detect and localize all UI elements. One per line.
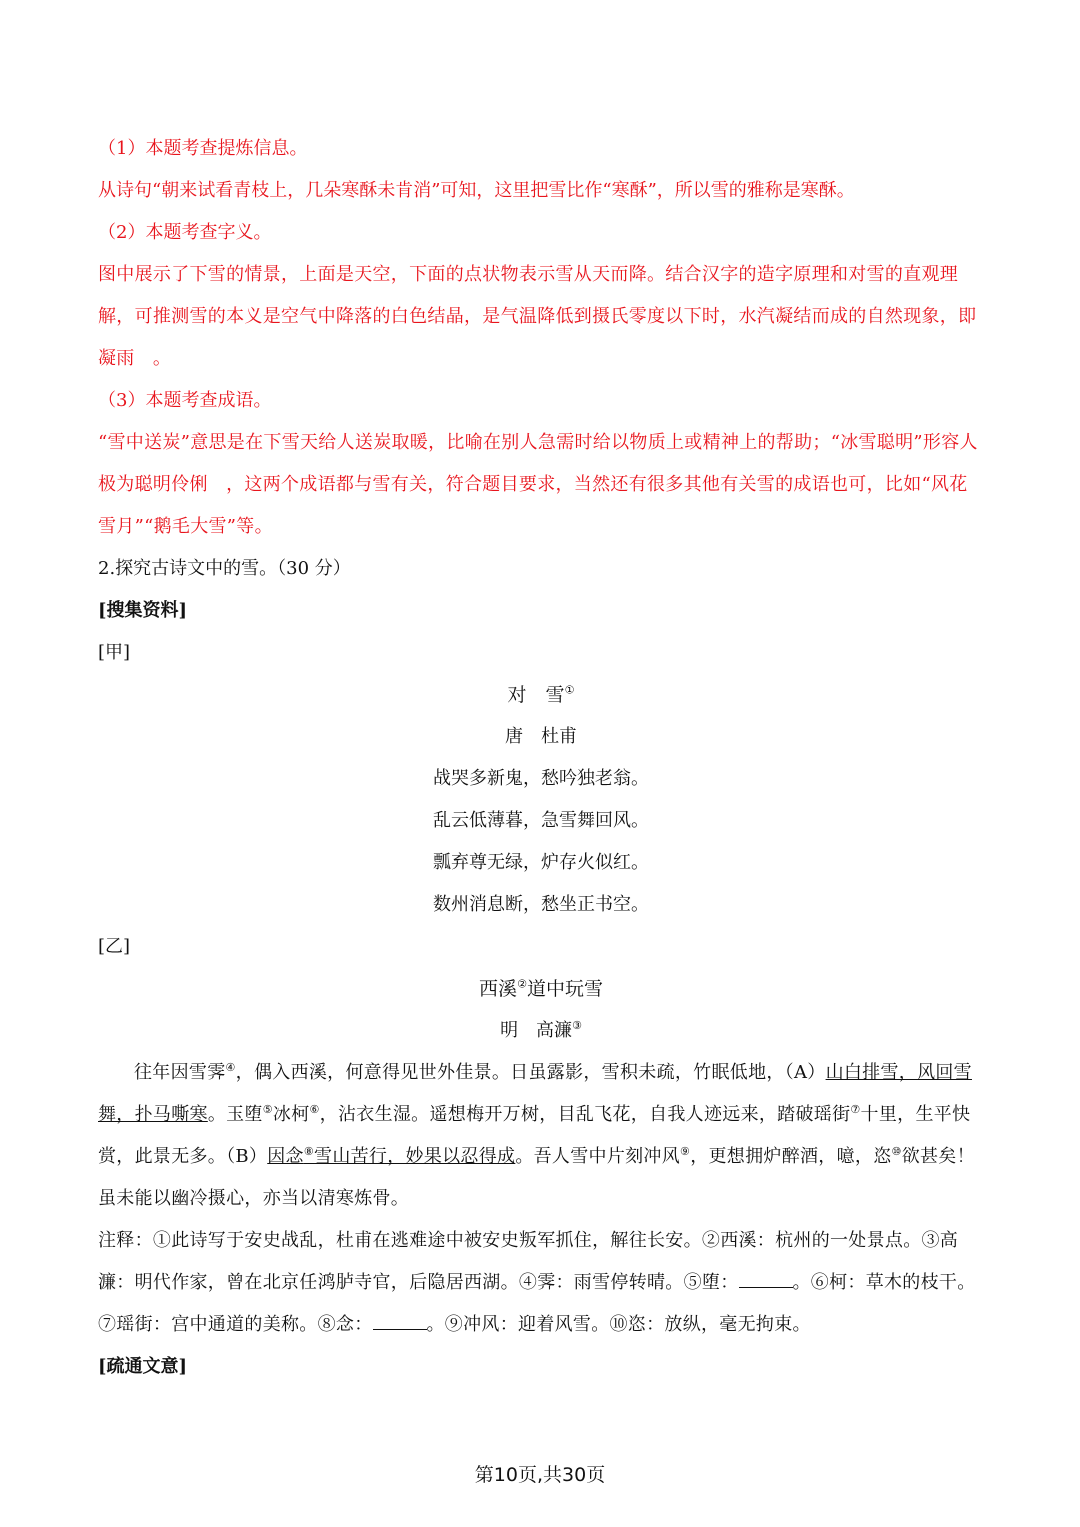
- poem1-author: 唐 杜甫: [505, 726, 577, 747]
- prose-text: 往年因雪霁: [134, 1062, 226, 1083]
- footnote-mark: ②: [517, 977, 527, 991]
- annotation-text: 注释：①此诗写于安史战乱，杜甫在逃难途中被安史叛军抓住，解往长安。②西溪：杭州的一处景点。③高濂：明代作家，曾在北京任鸿胪寺官，后隐居西湖。④霁：雨雪停转晴。⑤堕：: [98, 1230, 959, 1293]
- answer-3-heading: （3）本题考查成语。: [98, 390, 272, 411]
- poem1-title-text: 对 雪: [507, 684, 565, 706]
- annotation-text: 。⑨冲风：迎着风雪。⑩恣：放纵，毫无拘束。: [426, 1314, 811, 1335]
- underlined-sentence-b: [267, 1146, 515, 1167]
- footnote-mark: ⑦: [850, 1103, 861, 1116]
- annotation-text: 。⑥柯：草木的枝干。⑦瑶街：宫中通道的美称。⑧念：: [98, 1272, 976, 1335]
- prose-text: 欲甚矣！虽未能以幽冷摄心，亦当以清寒炼骨。: [98, 1146, 975, 1209]
- footnote-mark: ⑤: [262, 1103, 273, 1116]
- page-number: 第10页,共30页: [474, 1464, 606, 1486]
- label-yi: [乙]: [98, 936, 131, 957]
- prose-text: 因念: [267, 1146, 304, 1167]
- answer-3-body: “雪中送炭”意思是在下雪天给人送炭取暖，比喻在别人急需时给以物质上或精神上的帮助；“冰雪聪明”形容人极为聪明伶俐 ，这两个成语都与雪有关，符合题目要求，当然还有很多其他有关雪的成语也可，比如“风花雪月”“鹅毛大雪”等。: [98, 432, 978, 537]
- section-interpret: [疏通文意]: [98, 1356, 188, 1377]
- poem1-line: 瓢弃尊无绿，炉存火似红。: [433, 852, 649, 873]
- poem2-title-b: 道中玩雪: [526, 978, 603, 1000]
- poem2-title-a: 西溪: [479, 978, 518, 1000]
- fill-blank-8[interactable]: [373, 1315, 427, 1330]
- answer-1-body: 从诗句“朝来试看青枝上，几朵寒酥未肯消”可知，这里把雪比作“寒酥”，所以雪的雅称是寒酥。: [98, 180, 855, 201]
- answer-2-heading: （2）本题考查字义。: [98, 222, 272, 243]
- answer-1-heading: （1）本题考查提炼信息。: [98, 138, 308, 159]
- label-jia: [甲]: [98, 642, 131, 663]
- annotations: [98, 1220, 984, 1346]
- prose-text: ，更想拥炉醉酒，噫，恣: [690, 1146, 892, 1167]
- prose-text: 。玉堕: [207, 1104, 263, 1125]
- prose-text: 冰柯: [272, 1104, 310, 1125]
- fill-blank-5[interactable]: [739, 1273, 793, 1288]
- footnote-mark: ⑥: [309, 1103, 320, 1116]
- footnote-mark: ⑨: [680, 1145, 691, 1158]
- poem1-title: [98, 674, 984, 716]
- footnote-mark: ⑧: [303, 1145, 315, 1158]
- prose-text: ，沾衣生湿。遥想梅开万树，目乱飞花，自我人迹远来，踏破瑶街: [319, 1104, 851, 1125]
- poem2-title: [98, 968, 984, 1010]
- question-2-title: 2.探究古诗文中的雪。（30 分）: [98, 558, 351, 579]
- underlined-sentence-a: 山白排雪，风回雪舞，扑马嘶寒: [98, 1062, 972, 1125]
- footnote-mark: ③: [572, 1019, 582, 1032]
- prose-text: ，偶入西溪，何意得见世外佳景。日虽露影，雪积未疏，竹眠低地，（A）: [235, 1062, 826, 1083]
- poem1-line: 战哭多新鬼，愁吟独老翁。: [433, 768, 649, 789]
- footnote-mark: ④: [225, 1061, 236, 1074]
- poem2-author-text: 明 高濂: [500, 1020, 573, 1041]
- page-content: [98, 128, 984, 1388]
- prose-passage: [98, 1052, 984, 1220]
- prose-text: 雪山苦行，妙果以忍得成: [314, 1146, 516, 1167]
- prose-text: 十里，生平快赏，此景无多。（B）: [98, 1104, 971, 1167]
- answer-2-body: 图中展示了下雪的情景，上面是天空，下面的点状物表示雪从天而降。结合汉字的造字原理和对雪的直观理解，可推测雪的本义是空气中降落的白色结晶，是气温降低到摄氏零度以下时，水汽凝结而成的自然现象，即凝雨 。: [98, 264, 977, 369]
- poem2-author: [98, 1010, 984, 1052]
- prose-text: 。吾人雪中片刻冲风: [515, 1146, 681, 1167]
- footnote-mark: ⑩: [891, 1145, 902, 1158]
- footnote-mark: ①: [564, 683, 575, 697]
- poem1-line: 乱云低薄暮，急雪舞回风。: [433, 810, 649, 831]
- poem1-line: 数州消息断，愁坐正书空。: [433, 894, 649, 915]
- section-collect-materials: [搜集资料]: [98, 600, 188, 621]
